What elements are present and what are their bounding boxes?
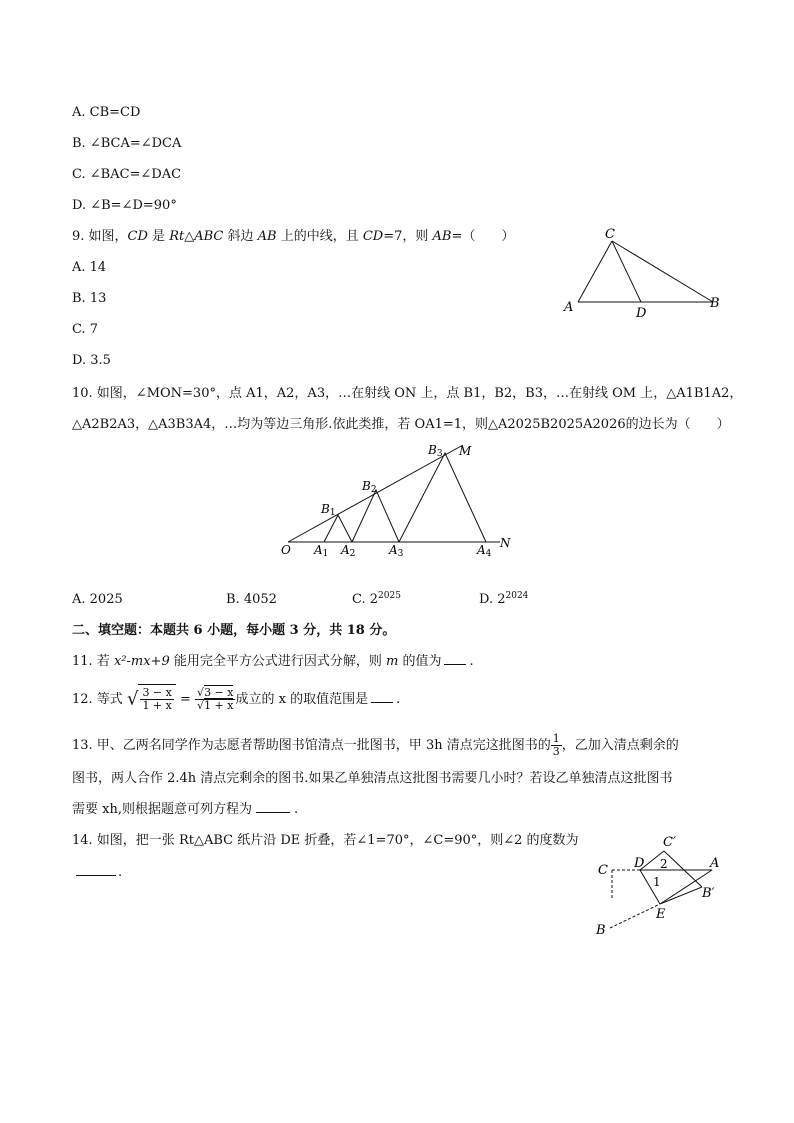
q10-option-c-base: C. 2: [352, 592, 379, 607]
q11-suffix: 能用完全平方公式进行因式分解，则: [169, 654, 386, 669]
q10-option-d-base: D. 2: [479, 592, 506, 607]
q13-line2: 图书，两人合作 2.4h 清点完剩余的图书.如果乙单独清点这批图书需要几小时？若设乙单独清点这批图书: [72, 771, 673, 786]
q9-ab2: AB: [432, 229, 452, 244]
q10-line1: 10. 如图，∠MON=30°，点 A1，A2，A3，…在射线 ON 上，点 B1，B2，B3，…在射线 OM 上，△A1B1A2，: [72, 386, 743, 401]
q9-label-d: D: [636, 306, 647, 320]
q14-angle-2: 2: [660, 857, 668, 871]
q13-frac-num: 1: [552, 732, 560, 745]
q11-expr: x²-mx+9: [113, 654, 170, 669]
q11-stem: [72, 653, 474, 671]
q14-angle-1: 1: [653, 875, 661, 889]
q10-label-n: N: [500, 536, 511, 550]
section-2-title: 二、填空题：本题共 6 小题，每小题 3 分，共 18 分。: [72, 623, 396, 638]
q12-right-num: 3 − x: [204, 686, 234, 699]
q13-period: .: [293, 802, 299, 817]
q9-ab: AB: [257, 229, 277, 244]
q12-right-frac: $\frac{√3 - x}{√1 + x}$: [197, 686, 234, 712]
q9-option-c: C. 7: [72, 322, 99, 337]
q9-option-b: B. 13: [72, 291, 107, 306]
q11-m: m: [385, 654, 399, 669]
q10-label-a2: A2: [341, 543, 356, 559]
q12-prefix: 12. 等式: [72, 692, 127, 707]
q10-label-a1: A1: [314, 543, 329, 559]
q9-figure: [560, 225, 730, 320]
q14-label-b: B: [596, 923, 606, 938]
q14-line2: [76, 864, 122, 882]
q14-label-d: D: [634, 856, 645, 871]
q14-label-b-prime: B′: [702, 886, 715, 901]
q14-label-c: C: [598, 863, 608, 878]
q10-figure: [278, 438, 528, 560]
q12-left-den: 1 + x: [142, 699, 172, 712]
q8-option-c: C. ∠BAC=∠DAC: [72, 167, 182, 182]
q9-rt: Rt: [169, 229, 185, 244]
q12-left-sqrt: [138, 684, 175, 715]
q14-figure: [592, 830, 732, 940]
q13-answer-blank[interactable]: [256, 812, 290, 813]
q9-tri: △: [184, 229, 195, 244]
q13-line3-text: 需要 xh,则根据题意可列方程为: [72, 802, 252, 817]
q9-cd-eq: CD: [362, 229, 384, 244]
q14-label-c-prime: C′: [663, 835, 676, 850]
q9-label-c: C: [605, 227, 615, 242]
q12-right-den: 1 + x: [204, 699, 234, 712]
q12-left-num: 3 − x: [142, 686, 172, 699]
q10-option-b: B. 4052: [226, 592, 277, 607]
q10-label-b1: B1: [321, 502, 336, 518]
q10-option-c-exp: 2025: [378, 591, 401, 601]
q10-option-d-exp: 2024: [505, 591, 529, 601]
q12-eq: =: [180, 692, 191, 707]
q13-line1-post: ，乙加入清点剩余的: [561, 738, 679, 753]
q11-period: .: [469, 654, 474, 669]
q9-stem-mid1: 是: [147, 229, 170, 244]
q13-line3: [72, 801, 298, 819]
q8-option-d: D. ∠B=∠D=90°: [72, 198, 177, 213]
q10-label-m: M: [459, 444, 472, 458]
q10-label-b2: B2: [362, 479, 377, 495]
q14-label-a: A: [710, 856, 720, 871]
q9-abc: ABC: [194, 229, 224, 244]
q13-fraction: [551, 733, 562, 758]
q9-stem-mid2: 斜边: [223, 229, 258, 244]
q9-option-d: D. 3.5: [72, 353, 111, 368]
q9-stem-prefix: 9. 如图，: [72, 229, 128, 244]
q12-period: .: [396, 692, 401, 707]
q13-line1: [72, 733, 679, 758]
q9-stem-end: =（ ）: [451, 229, 515, 244]
q14-period: .: [118, 865, 123, 880]
q10-label-a4: A4: [477, 543, 492, 559]
q10-option-c: [352, 591, 401, 609]
q9-label-a: A: [564, 300, 574, 315]
q11-end: 的值为: [398, 654, 442, 669]
q13-line1-pre: 13. 甲、乙两名同学作为志愿者帮助图书馆清点一批图书，甲 3h 清点完这批图书的: [72, 738, 551, 753]
q10-label-a3: A3: [389, 543, 404, 559]
q9-label-b: B: [710, 296, 720, 311]
q9-stem: [72, 228, 514, 246]
q10-line2: △A2B2A3，△A3B3A4，…均为等边三角形.依此类推，若 OA1=1，则△A2025B2025A2026的边长为（ ）: [72, 417, 730, 432]
q8-option-a: A. CB=CD: [72, 105, 141, 120]
q14-answer-blank[interactable]: [76, 875, 116, 876]
q9-stem-mid3: 上的中线，且: [276, 229, 363, 244]
q12-suffix: 成立的 x 的取值范围是: [235, 692, 369, 707]
q13-frac-den: 3: [552, 745, 560, 758]
q10-label-b3: B3: [428, 443, 443, 459]
q8-option-b: B. ∠BCA=∠DCA: [72, 136, 182, 151]
q9-option-a: A. 14: [72, 260, 107, 275]
q12-answer-blank[interactable]: [371, 702, 393, 703]
q14-label-e: E: [656, 907, 666, 922]
q11-prefix: 11. 若: [72, 654, 114, 669]
q9-stem-mid4: =7，则: [383, 229, 433, 244]
q9-cd: CD: [127, 229, 148, 244]
q10-option-d: [479, 591, 528, 609]
q14-line1: 14. 如图，把一张 Rt△ABC 纸片沿 DE 折叠，若∠1=70°，∠C=90°，则∠2 的度数为: [72, 833, 579, 848]
q11-answer-blank[interactable]: [444, 664, 466, 665]
q10-label-o: O: [281, 543, 291, 557]
q12-stem: 12. 等式 √ $\frac{3 - x}{1 + x}$ = $\frac{√3 - x}{√1 + x}$ 成立的 x 的取值范围是 .: [72, 684, 400, 715]
q10-option-a: A. 2025: [72, 592, 123, 607]
